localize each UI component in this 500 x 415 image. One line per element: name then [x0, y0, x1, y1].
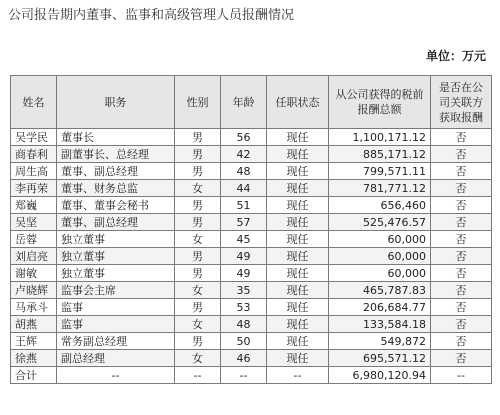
cell-gender: 男: [175, 146, 221, 163]
total-row: [11, 367, 492, 384]
cell-related: 否: [431, 282, 492, 299]
cell-status: 现任: [267, 265, 329, 282]
cell-position: 独立董事: [57, 231, 175, 248]
header-status: 任职状态: [267, 76, 329, 129]
cell-related: 否: [431, 265, 492, 282]
cell-status: 现任: [267, 333, 329, 350]
cell-status: 现任: [267, 248, 329, 265]
cell-position: 监事会主席: [57, 282, 175, 299]
cell-related: 否: [431, 248, 492, 265]
cell-gender: 女: [175, 350, 221, 367]
cell-related: 否: [431, 333, 492, 350]
cell-name: 吴学民: [11, 129, 57, 146]
cell-status: 现任: [267, 129, 329, 146]
cell-name: 刘启亮: [11, 248, 57, 265]
cell-age: 50: [221, 333, 267, 350]
cell-gender: 女: [175, 316, 221, 333]
table-body: [11, 129, 492, 384]
cell-status: 现任: [267, 350, 329, 367]
cell-name: 马承斗: [11, 299, 57, 316]
cell-gender: 女: [175, 282, 221, 299]
cell-name: 岳蓉: [11, 231, 57, 248]
cell-gender: 男: [175, 299, 221, 316]
cell-related: 否: [431, 214, 492, 231]
cell-age: 44: [221, 180, 267, 197]
table-row: [11, 197, 492, 214]
cell-age: 35: [221, 282, 267, 299]
header-name: 姓名: [11, 76, 57, 129]
cell-age: 49: [221, 248, 267, 265]
cell-status: 现任: [267, 299, 329, 316]
cell-status: 现任: [267, 231, 329, 248]
cell-pay: 465,787.83: [329, 282, 431, 299]
cell-pay: 781,771.12: [329, 180, 431, 197]
cell-position: 董事长: [57, 129, 175, 146]
cell-status: 现任: [267, 214, 329, 231]
cell-name: 胡燕: [11, 316, 57, 333]
cell-status: 现任: [267, 197, 329, 214]
total-label: 合计: [11, 367, 57, 384]
cell-position: 董事、副总经理: [57, 163, 175, 180]
table-row: [11, 129, 492, 146]
cell-position: 监事: [57, 299, 175, 316]
cell-status: 现任: [267, 282, 329, 299]
cell-status: 现任: [267, 146, 329, 163]
cell-related: 否: [431, 163, 492, 180]
cell-name: 王辉: [11, 333, 57, 350]
cell-related: 否: [431, 350, 492, 367]
cell-related: 否: [431, 180, 492, 197]
cell-related: 否: [431, 316, 492, 333]
table-row: [11, 180, 492, 197]
total-position: --: [57, 367, 175, 384]
unit-label: 单位：万元: [425, 49, 486, 63]
table-row: [11, 163, 492, 180]
cell-related: 否: [431, 197, 492, 214]
cell-gender: 男: [175, 333, 221, 350]
cell-gender: 男: [175, 129, 221, 146]
cell-pay: 525,476.57: [329, 214, 431, 231]
cell-position: 副总经理: [57, 350, 175, 367]
table-header-row: [11, 76, 492, 129]
table-row: [11, 282, 492, 299]
cell-position: 监事: [57, 316, 175, 333]
header-gender: 性别: [175, 76, 221, 129]
total-status: --: [267, 367, 329, 384]
cell-pay: 799,571.11: [329, 163, 431, 180]
table-row: [11, 316, 492, 333]
cell-position: 董事、副总经理: [57, 214, 175, 231]
cell-position: 董事、董事会秘书: [57, 197, 175, 214]
cell-age: 48: [221, 316, 267, 333]
cell-status: 现任: [267, 163, 329, 180]
table-row: [11, 248, 492, 265]
cell-pay: 60,000: [329, 248, 431, 265]
table-row: [11, 299, 492, 316]
cell-gender: 女: [175, 231, 221, 248]
total-pay: 6,980,120.94: [329, 367, 431, 384]
cell-pay: 549,872: [329, 333, 431, 350]
table-row: [11, 231, 492, 248]
cell-position: 董事、财务总监: [57, 180, 175, 197]
cell-name: 郑巍: [11, 197, 57, 214]
total-related: --: [431, 367, 492, 384]
cell-pay: 885,171.12: [329, 146, 431, 163]
table-row: [11, 265, 492, 282]
total-age: --: [221, 367, 267, 384]
cell-age: 57: [221, 214, 267, 231]
cell-gender: 男: [175, 163, 221, 180]
cell-gender: 男: [175, 265, 221, 282]
header-pay: 从公司获得的税前报酬总额: [329, 76, 431, 129]
cell-position: 副董事长、总经理: [57, 146, 175, 163]
cell-name: 周生高: [11, 163, 57, 180]
cell-age: 53: [221, 299, 267, 316]
cell-pay: 656,460: [329, 197, 431, 214]
cell-pay: 1,100,171.12: [329, 129, 431, 146]
total-gender: --: [175, 367, 221, 384]
cell-name: 商春利: [11, 146, 57, 163]
cell-pay: 695,571.12: [329, 350, 431, 367]
cell-pay: 60,000: [329, 231, 431, 248]
cell-related: 否: [431, 129, 492, 146]
cell-position: 独立董事: [57, 248, 175, 265]
cell-pay: 60,000: [329, 265, 431, 282]
cell-name: 卢晓辉: [11, 282, 57, 299]
cell-name: 谢敏: [11, 265, 57, 282]
cell-gender: 男: [175, 248, 221, 265]
table-row: [11, 333, 492, 350]
cell-age: 48: [221, 163, 267, 180]
page-title: 公司报告期内董事、监事和高级管理人员报酬情况: [8, 8, 295, 23]
cell-name: 吴坚: [11, 214, 57, 231]
compensation-table: [10, 75, 492, 384]
cell-related: 否: [431, 146, 492, 163]
header-position: 职务: [57, 76, 175, 129]
cell-age: 42: [221, 146, 267, 163]
cell-related: 否: [431, 299, 492, 316]
cell-pay: 206,684.77: [329, 299, 431, 316]
cell-position: 独立董事: [57, 265, 175, 282]
cell-status: 现任: [267, 316, 329, 333]
table-row: [11, 214, 492, 231]
cell-age: 46: [221, 350, 267, 367]
header-age: 年龄: [221, 76, 267, 129]
cell-related: 否: [431, 231, 492, 248]
cell-age: 56: [221, 129, 267, 146]
cell-gender: 男: [175, 197, 221, 214]
cell-age: 51: [221, 197, 267, 214]
cell-gender: 男: [175, 214, 221, 231]
header-related: 是否在公司关联方获取报酬: [431, 76, 492, 129]
cell-position: 常务副总经理: [57, 333, 175, 350]
cell-gender: 女: [175, 180, 221, 197]
cell-age: 45: [221, 231, 267, 248]
cell-status: 现任: [267, 180, 329, 197]
table-row: [11, 146, 492, 163]
cell-pay: 133,584.18: [329, 316, 431, 333]
cell-name: 徐燕: [11, 350, 57, 367]
table-row: [11, 350, 492, 367]
cell-age: 49: [221, 265, 267, 282]
cell-name: 李再荣: [11, 180, 57, 197]
